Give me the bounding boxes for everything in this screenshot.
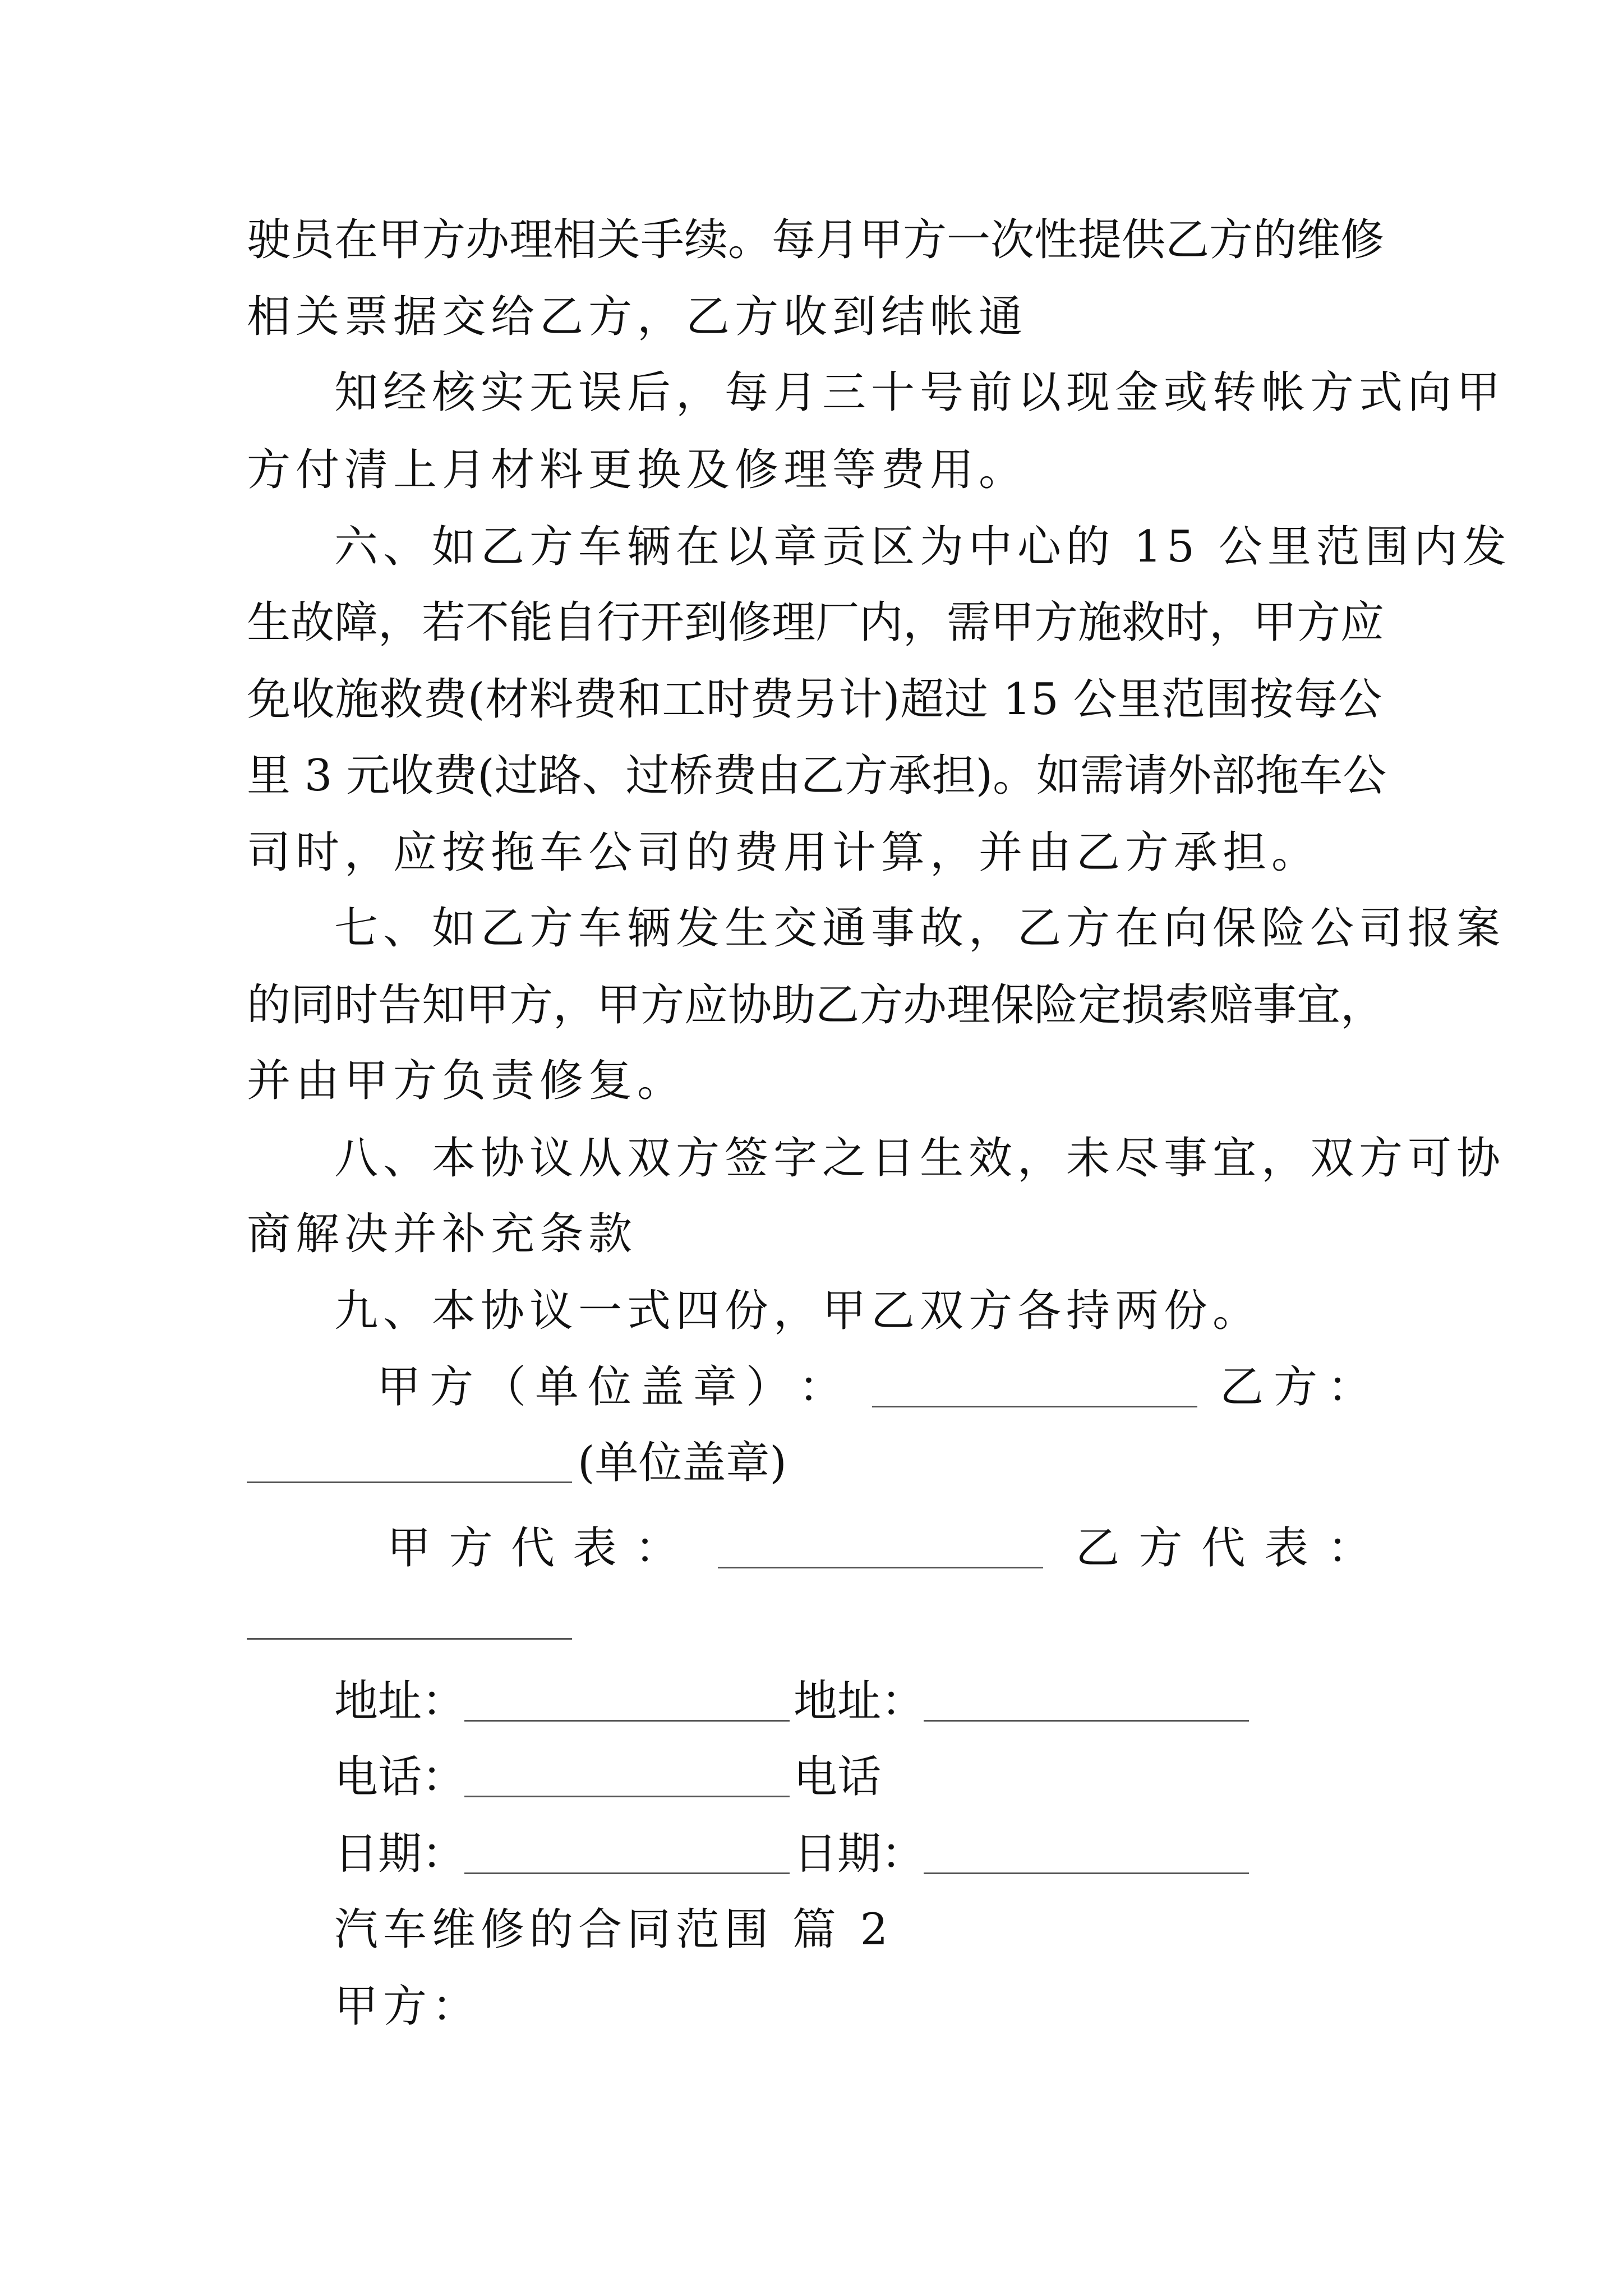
char: 表 [573, 1523, 617, 1573]
party-a-rep-blank [718, 1565, 1043, 1568]
body-line: 生故障，若不能自行开到修理厂内，需甲方施救时，甲方应 [247, 597, 1385, 648]
signature-row-seal [0, 1359, 1623, 1415]
signature-row-phone [0, 1749, 1623, 1805]
char: ： [634, 1523, 679, 1573]
char: 盖 [640, 1362, 684, 1412]
body-line: 商解决并补充条款 [247, 1209, 638, 1259]
date-b-label: 日期： [794, 1829, 925, 1879]
char: 位 [587, 1362, 631, 1412]
char: 甲 [377, 1362, 421, 1412]
char: 乙 [1220, 1362, 1264, 1412]
char: 方 [429, 1362, 473, 1412]
body-line: 并由甲方负责修复。 [247, 1056, 686, 1106]
phone-a-label: 电话： [334, 1752, 466, 1802]
body-line: 九、本协议一式四份，甲乙双方各持两份。 [334, 1286, 1262, 1336]
body-line: 里 3 元收费(过路、过桥费由乙方承担)。如需请外部拖车公 [247, 751, 1387, 801]
address-a-label: 地址： [334, 1676, 466, 1727]
char: 方 [449, 1523, 493, 1573]
char: 单 [534, 1362, 579, 1412]
signature-row-address [0, 1673, 1623, 1729]
party-a-heading: 甲方： [334, 1981, 481, 2032]
date-a-blank [464, 1871, 790, 1874]
body-line: 八、本协议从双方签字之日生效，未尽事宜，双方可协 [334, 1133, 1506, 1184]
address-b-blank [924, 1718, 1249, 1722]
body-line: 司时，应按拖车公司的费用计算，并由乙方承担。 [247, 827, 1321, 878]
party-a-seal-blank [872, 1404, 1197, 1407]
char: 章 [693, 1362, 737, 1412]
phone-a-blank [464, 1794, 790, 1797]
body-line: 知经核实无误后，每月三十号前以现金或转帐方式向甲 [334, 367, 1506, 418]
body-line: 驶员在甲方办理相关手续。每月甲方一次性提供乙方的维修 [247, 215, 1385, 265]
section-title: 汽车维修的合同范围 篇 2 [334, 1904, 893, 1955]
body-line: 的同时告知甲方，甲方应协助乙方办理保险定损索赔事宜， [247, 980, 1385, 1030]
party-a-seal-label [377, 1359, 842, 1415]
char: 代 [510, 1523, 555, 1573]
party-a-rep-label [387, 1520, 679, 1576]
char: 方 [1138, 1523, 1183, 1573]
party-b-seal-blank [247, 1480, 572, 1483]
phone-b-label: 电话 [794, 1752, 882, 1802]
char: 表 [1264, 1523, 1308, 1573]
signature-row-seal-b [0, 1435, 1623, 1491]
address-b-label: 地址： [794, 1676, 925, 1727]
char: ） [745, 1362, 790, 1412]
body-line: 六、如乙方车辆在以章贡区为中心的 15 公里范围内发 [334, 522, 1511, 572]
char: 乙 [1076, 1523, 1120, 1573]
signature-row-representative [0, 1520, 1623, 1576]
char: （ [482, 1362, 526, 1412]
body-line: 相关票据交给乙方，乙方收到结帐通 [247, 292, 1028, 342]
date-b-blank [924, 1871, 1249, 1874]
signature-row-date [0, 1826, 1623, 1882]
party-b-rep-label [1076, 1520, 1371, 1576]
party-b-label [1220, 1359, 1371, 1415]
char: ： [1327, 1523, 1371, 1573]
party-b-rep-blank [247, 1636, 572, 1640]
body-line: 方付清上月材料更换及修理等费用。 [247, 445, 1028, 495]
char: ： [798, 1362, 842, 1412]
address-a-blank [464, 1718, 790, 1722]
date-a-label: 日期： [334, 1829, 466, 1879]
party-b-seal-label: (单位盖章) [578, 1438, 787, 1488]
body-line: 七、如乙方车辆发生交通事故，乙方在向保险公司报案 [334, 903, 1506, 954]
char: 甲 [387, 1523, 431, 1573]
body-line: 免收施救费(材料费和工时费另计)超过 15 公里范围按每公 [247, 674, 1382, 725]
char: 代 [1201, 1523, 1246, 1573]
char: ： [1327, 1362, 1371, 1412]
char: 方 [1273, 1362, 1317, 1412]
